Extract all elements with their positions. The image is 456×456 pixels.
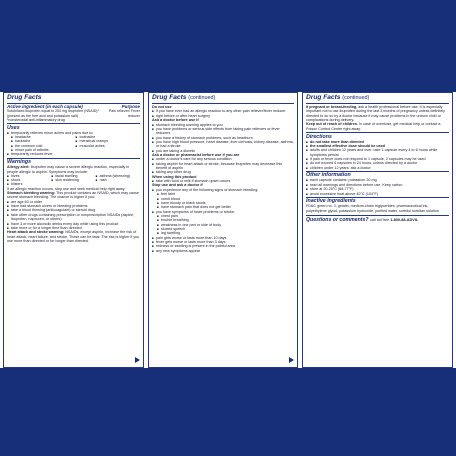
stomach-risk-item: ■ take more or for a longer time than directed xyxy=(7,226,140,230)
heart-sign-item: ■ weakness in one part or side of body xyxy=(157,223,294,227)
allergy-symptom: ■ blisters xyxy=(7,182,51,186)
heart-sign-item: ■ chest pain xyxy=(157,214,294,218)
active-ingredient-row xyxy=(7,109,140,122)
top-color-band xyxy=(0,0,456,92)
heart-attack-warning xyxy=(7,230,140,243)
allergy-symptom: ■ facial swelling xyxy=(51,174,95,178)
stomach-risk-item: ■ are age 60 or older xyxy=(7,200,140,204)
continued-label: (continued) xyxy=(188,95,216,101)
drug-facts-panel-2 xyxy=(148,92,298,368)
allergy-symptom: ■ shock xyxy=(7,178,51,182)
stomach-warning-text: This product contains an NSAID, which may cause severe stomach bleeding. The chance is higher if you: xyxy=(7,191,139,200)
stomach-sign-item: ■ feel faint xyxy=(157,192,294,196)
ask-doctor-item: ■ you have high blood pressure, heart disease, liver cirrhosis, kidney disease, asthma, or had a stroke xyxy=(152,140,294,149)
stomach-signs-list xyxy=(152,192,294,209)
uses-item: ■ backache xyxy=(11,139,76,143)
allergy-symptom: ■ rash xyxy=(96,178,140,182)
uses-intro: ■ temporarily relieves minor aches and pains due to: xyxy=(7,131,140,135)
continued-label: (continued) xyxy=(342,95,370,101)
warnings-heading: Warnings xyxy=(7,158,140,166)
drug-facts-title-text: Drug Facts xyxy=(152,94,187,101)
allergy-after: If an allergic reaction occurs, stop use and seek medical help right away. xyxy=(7,186,126,191)
do-not-use-heading: Do not use xyxy=(152,105,172,109)
uses-heading: Uses xyxy=(7,123,140,131)
keep-out-of-reach xyxy=(306,122,449,131)
drug-facts-title: Drug Facts xyxy=(7,94,140,104)
stop-use-item: ■ fever gets worse or lasts more than 3 days xyxy=(152,240,294,244)
directions-item: ■ do not take more than directed xyxy=(306,140,449,144)
ask-doctor-item: ■ you are taking a diuretic xyxy=(152,149,294,153)
stop-use-heading: Stop use and ask a doctor if xyxy=(152,183,203,188)
stomach-sign-item: ■ have bloody or black stools xyxy=(157,201,294,205)
bottom-color-band xyxy=(0,368,456,456)
directions-item: ■ children under 12 years: ask a doctor xyxy=(306,166,449,170)
allergy-symptom: ■ hives xyxy=(7,174,51,178)
keep-out-lead: Keep out of reach of children. xyxy=(306,122,359,127)
uses-fever: ■ temporarily reduces fever xyxy=(7,152,140,156)
inactive-ingredients-heading: Inactive ingredients xyxy=(306,197,449,205)
allergy-alert-lead: Allergy alert: xyxy=(7,165,30,170)
active-ingredient-text: Solubilized ibuprofen equal to 200 mg ibuprofen (NSAID)* (present as the free acid and potassium salt) *nonsteroidal anti-inflammatory drug xyxy=(7,109,99,122)
stomach-sign-item: ■ have stomach pain that does not get better xyxy=(157,205,294,209)
uses-item: ■ muscular aches xyxy=(76,144,141,148)
ask-doctor-item: ■ you have problems or serious side effects from taking pain relievers or fever reducers xyxy=(152,127,294,136)
allergy-symptom: ■ skin reddening xyxy=(51,178,95,182)
do-not-use-item: ■ right before or after heart surgery xyxy=(152,114,294,118)
directions-heading: Directions xyxy=(306,132,449,140)
heart-signs-list xyxy=(152,214,294,236)
drug-facts-title-text: Drug Facts xyxy=(306,94,341,101)
allergy-alert-text: Ibuprofen may cause a severe allergic reaction, especially in people allergic to aspirin. Symptoms may include: xyxy=(7,165,130,174)
directions-item: ■ do not exceed 6 capsules in 24 hours, unless directed by a doctor xyxy=(306,161,449,165)
ask-pharmacist-heading: Ask a doctor or pharmacist before use if you are xyxy=(152,152,240,157)
continue-arrow-icon xyxy=(289,357,294,363)
stomach-risk-item: ■ have 3 or more alcoholic drinks every day while using this product xyxy=(7,222,140,226)
directions-item: ■ if pain or fever does not respond to 1 capsule, 2 capsules may be used xyxy=(306,157,449,161)
ask-pharmacist-item: ■ taking any other drug xyxy=(152,170,294,174)
questions-label: Questions or comments? xyxy=(306,217,369,224)
purpose-text: Pain reliever/ Fever reducer xyxy=(108,109,140,118)
stomach-risk-item: ■ take a blood thinning (anticoagulant) or steroid drug xyxy=(7,208,140,212)
heart-warning-lead: Heart attack and stroke warning: xyxy=(7,230,65,235)
stomach-risk-item: ■ have had stomach ulcers or bleeding problems xyxy=(7,204,140,208)
other-info-item: ■ each capsule contains: potassium 20 mg xyxy=(306,178,449,182)
drug-facts-title xyxy=(152,94,294,104)
stomach-bleeding-warning xyxy=(7,191,140,200)
other-info-item: ■ read all warnings and directions before use. Keep carton. xyxy=(306,183,449,187)
other-information-heading: Other information xyxy=(306,171,449,179)
ask-pharmacist-item: ■ taking aspirin for heart attack or stroke, because ibuprofen may decrease this benefit of aspirin xyxy=(152,162,294,171)
ask-doctor-item: ■ stomach bleeding warning applies to you xyxy=(152,123,294,127)
stomach-risk-item: ■ take other drugs containing prescription or nonprescription NSAIDs (aspirin, ibuprofen, naproxen, or others) xyxy=(7,213,140,222)
ask-doctor-item: ■ you have a history of stomach problems, such as heartburn xyxy=(152,136,294,140)
pregnancy-warning xyxy=(306,105,449,122)
stop-use-intro: ■ you experience any of the following signs of stomach bleeding: xyxy=(152,188,294,192)
pregnancy-text: ask a health professional before use. It is especially important not to use ibuprofen during the last 3 months of pregnancy unless definitely directed to do so by a doctor because it may cause problems in the unborn child or complications during delivery. xyxy=(306,105,445,123)
stomach-warning-lead: Stomach bleeding warning: xyxy=(7,191,56,196)
allergy-alert xyxy=(7,165,140,174)
purpose-heading: Purpose xyxy=(121,104,140,109)
pregnancy-lead: If pregnant or breast-feeding, xyxy=(306,105,358,109)
uses-item: ■ minor pain of arthritis xyxy=(11,148,76,152)
stop-use-intro-2: ■ you have symptoms of heart problems or stroke: xyxy=(152,210,294,214)
heart-sign-item: ■ trouble breathing xyxy=(157,218,294,222)
other-info-item: ■ avoid excessive heat above 40°C (104°F) xyxy=(306,192,449,196)
call-label: call toll free xyxy=(370,218,390,223)
do-not-use-item: ■ if you have ever had an allergic reaction to any other pain reliever/fever reducer xyxy=(152,109,294,113)
heart-sign-item: ■ leg swelling xyxy=(157,231,294,235)
active-ingredient-heading: Active ingredient (in each capsule) xyxy=(7,104,83,109)
keep-out-text: In case of overdose, get medical help or contact a Poison Control Center right away. xyxy=(306,122,441,131)
drug-facts-panel-1 xyxy=(3,92,144,368)
other-info-item: ■ store at 20-25°C (68-77°F) xyxy=(306,187,449,191)
inactive-ingredients-text: FD&C green no. 3, gelatin, medium-chain triglycerides, pharmaceutical ink, polyethylene glycol, potassium hydroxide, purified water, sorbitol sorbitan solution xyxy=(306,204,439,213)
ask-pharmacist-item: ■ under a doctor's care for any serious condition xyxy=(152,157,294,161)
questions-line xyxy=(306,215,449,224)
uses-list xyxy=(7,135,140,152)
heart-sign-item: ■ slurred speech xyxy=(157,227,294,231)
allergy-symptom: ■ asthma (wheezing) xyxy=(96,174,140,178)
stop-use-item: ■ any new symptoms appear xyxy=(152,249,294,253)
heart-warning-text: NSAIDs, except aspirin, increase the risk of heart attack, heart failure, and stroke. These can be fatal. The risk is higher if you use more than directed or for longer than directed. xyxy=(7,230,140,243)
phone-number: 1-800-88-ADVIL xyxy=(390,218,419,223)
uses-item: ■ menstrual cramps xyxy=(76,139,141,143)
call-toll-free xyxy=(370,218,418,222)
directions-item: ■ the smallest effective dose should be used xyxy=(306,144,449,148)
uses-item: ■ the common cold xyxy=(11,144,76,148)
stop-use-item: ■ pain gets worse or lasts more than 10 days xyxy=(152,236,294,240)
when-using-heading: When using this product xyxy=(152,174,197,179)
continue-arrow-icon xyxy=(135,357,140,363)
when-using-item: ■ take with food or milk if stomach upset occurs xyxy=(152,179,294,183)
ask-doctor-heading: Ask a doctor before use if xyxy=(152,118,199,123)
drug-facts-panel-3 xyxy=(302,92,453,368)
uses-item: ■ toothache xyxy=(76,135,141,139)
stomach-sign-item: ■ vomit blood xyxy=(157,197,294,201)
directions-item: ■ adults and children 12 years and over: take 1 capsule every 4 to 6 hours while symptoms persist xyxy=(306,148,449,157)
drug-facts-title xyxy=(306,94,449,104)
uses-item: ■ headache xyxy=(11,135,76,139)
stop-use-item: ■ redness or swelling is present in the painful area xyxy=(152,244,294,248)
allergy-symptoms xyxy=(7,174,140,187)
